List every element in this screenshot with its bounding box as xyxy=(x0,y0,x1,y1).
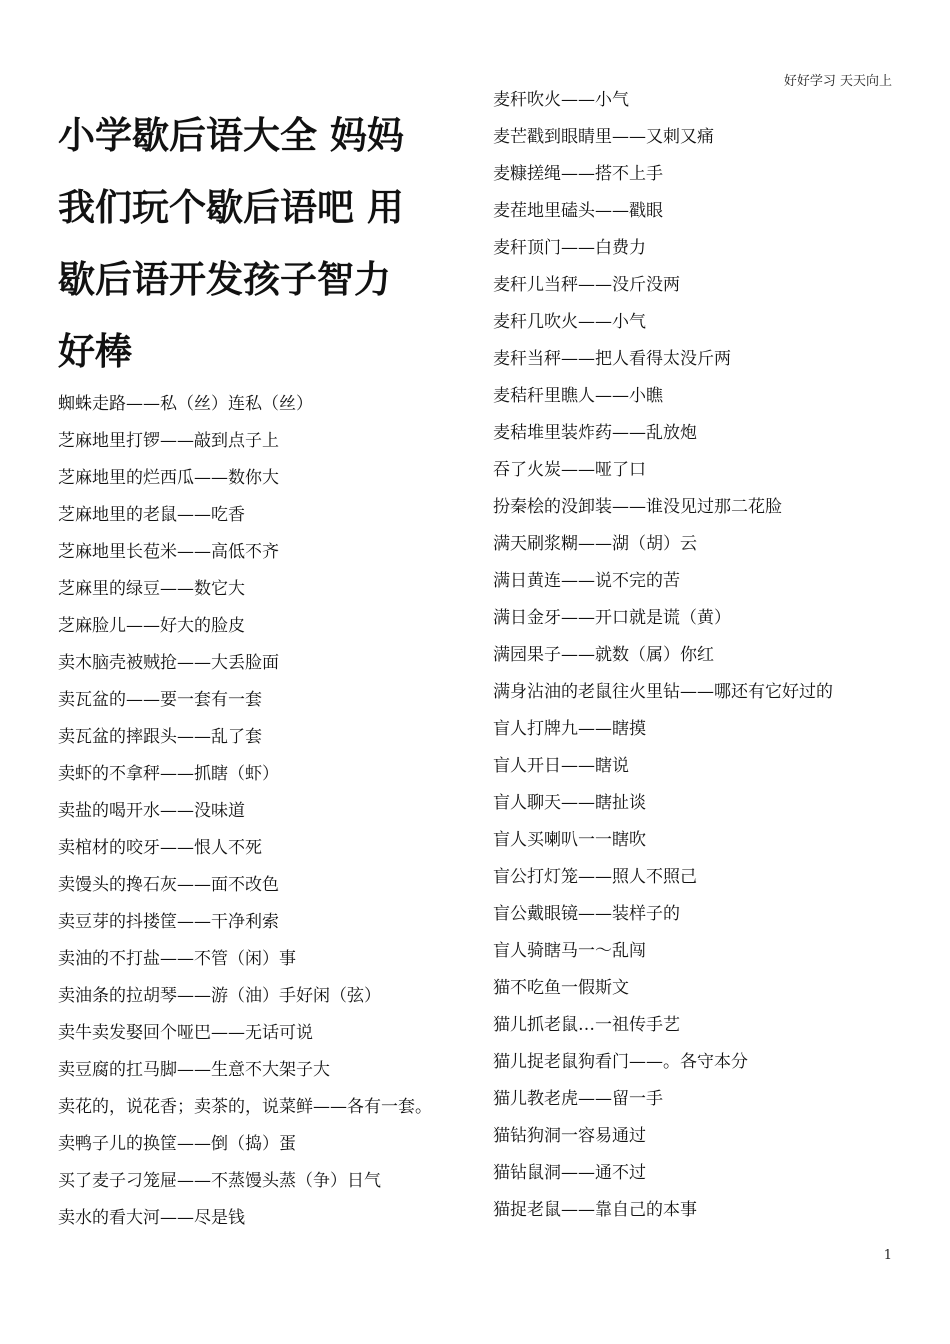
proverb-entry: 卖鸭子儿的换筐——倒（捣）蛋 xyxy=(58,1134,296,1154)
proverb-entry: 猫儿教老虎——留一手 xyxy=(493,1089,663,1109)
proverb-entry: 芝麻地里长苞米——高低不齐 xyxy=(58,542,279,562)
proverb-entry: 卖水的看大河——尽是钱 xyxy=(58,1208,245,1228)
proverb-entry: 麦秆几吹火——小气 xyxy=(493,312,646,332)
page-header: 好好学习 天天向上 xyxy=(783,74,892,89)
proverb-entry: 卖瓦盆的摔跟头——乱了套 xyxy=(58,727,262,747)
proverb-entry: 卖虾的不拿秤——抓瞎（虾） xyxy=(58,764,279,784)
proverb-entry: 麦芒戳到眼睛里——又刺又痛 xyxy=(493,127,714,147)
proverb-entry: 麦秆吹火——小气 xyxy=(493,90,629,110)
left-column xyxy=(58,100,448,1243)
proverb-entry: 卖瓦盆的——要一套有一套 xyxy=(58,690,262,710)
proverb-entry: 卖豆腐的扛马脚——生意不大架子大 xyxy=(58,1060,330,1080)
proverb-entry: 麦秸堆里装炸药——乱放炮 xyxy=(493,423,697,443)
proverb-entry: 盲人买喇叭一一瞎吹 xyxy=(493,830,646,850)
page-number: 1 xyxy=(883,1248,892,1263)
proverb-entry: 麦糠搓绳——搭不上手 xyxy=(493,164,663,184)
proverb-entry: 满日金牙——开口就是谎（黄） xyxy=(493,608,731,628)
proverb-entry: 猫儿捉老鼠狗看门——。各守本分 xyxy=(493,1052,748,1072)
proverb-entry: 芝麻里的绿豆——数它大 xyxy=(58,579,245,599)
proverb-entry: 麦秸秆里瞧人——小瞧 xyxy=(493,386,663,406)
proverb-entry: 蜘蛛走路——私（丝）连私（丝） xyxy=(58,394,313,414)
right-column xyxy=(493,88,893,1235)
right-entries xyxy=(493,88,893,1223)
proverb-entry: 卖油条的拉胡琴——游（油）手好闲（弦） xyxy=(58,986,381,1006)
proverb-entry: 麦秆儿当秤——没斤没两 xyxy=(493,275,680,295)
proverb-entry: 芝麻地里的烂西瓜——数你大 xyxy=(58,468,279,488)
proverb-entry: 卖馒头的搀石灰——面不改色 xyxy=(58,875,279,895)
left-entries xyxy=(58,392,448,1231)
proverb-entry: 盲人骑瞎马一～乱闯 xyxy=(493,941,646,961)
proverb-entry: 买了麦子刁笼屉——不蒸馒头蒸（争）日气 xyxy=(58,1171,381,1191)
proverb-entry: 卖花的，说花香；卖茶的，说菜鲜——各有一套。 xyxy=(58,1097,432,1117)
proverb-entry: 卖棺材的咬牙——恨人不死 xyxy=(58,838,262,858)
proverb-entry: 卖盐的喝开水——没味道 xyxy=(58,801,245,821)
proverb-entry: 满园果子——就数（属）你红 xyxy=(493,645,714,665)
proverb-entry: 卖木脑壳被贼抢——大丢脸面 xyxy=(58,653,279,673)
proverb-entry: 卖油的不打盐——不管（闲）事 xyxy=(58,949,296,969)
proverb-entry: 满身沾油的老鼠往火里钻——哪还有它好过的 xyxy=(493,682,833,702)
proverb-entry: 猫钻狗洞一容易通过 xyxy=(493,1126,646,1146)
proverb-entry: 吞了火炭——哑了口 xyxy=(493,460,646,480)
proverb-entry: 盲公戴眼镜——装样子的 xyxy=(493,904,680,924)
proverb-entry: 盲人打牌九——瞎摸 xyxy=(493,719,646,739)
proverb-entry: 芝麻地里的老鼠——吃香 xyxy=(58,505,245,525)
proverb-entry: 扮秦桧的没卸装——谁没见过那二花脸 xyxy=(493,497,782,517)
proverb-entry: 盲公打灯笼——照人不照己 xyxy=(493,867,697,887)
proverb-entry: 麦秆顶门——白费力 xyxy=(493,238,646,258)
proverb-entry: 芝麻脸儿——好大的脸皮 xyxy=(58,616,245,636)
proverb-entry: 满日黄连——说不完的苦 xyxy=(493,571,680,591)
proverb-entry: 麦茬地里磕头——戳眼 xyxy=(493,201,663,221)
proverb-entry: 盲人聊天——瞎扯谈 xyxy=(493,793,646,813)
proverb-entry: 猫儿抓老鼠…一祖传手艺 xyxy=(493,1015,680,1035)
proverb-entry: 猫不吃鱼一假斯文 xyxy=(493,978,629,998)
proverb-entry: 满天刷浆糊——湖（胡）云 xyxy=(493,534,697,554)
document-title: 小学歇后语大全 妈妈 我们玩个歇后语吧 用 歇后语开发孩子智力 好棒 xyxy=(58,114,404,373)
proverb-entry: 盲人开日——瞎说 xyxy=(493,756,629,776)
proverb-entry: 麦秆当秤——把人看得太没斤两 xyxy=(493,349,731,369)
proverb-entry: 卖牛卖发娶回个哑巴——无话可说 xyxy=(58,1023,313,1043)
proverb-entry: 芝麻地里打锣——敲到点子上 xyxy=(58,431,279,451)
proverb-entry: 猫捉老鼠——靠自己的本事 xyxy=(493,1200,697,1220)
proverb-entry: 猫钻鼠洞——通不过 xyxy=(493,1163,646,1183)
proverb-entry: 卖豆芽的抖搂筐——干净利索 xyxy=(58,912,279,932)
